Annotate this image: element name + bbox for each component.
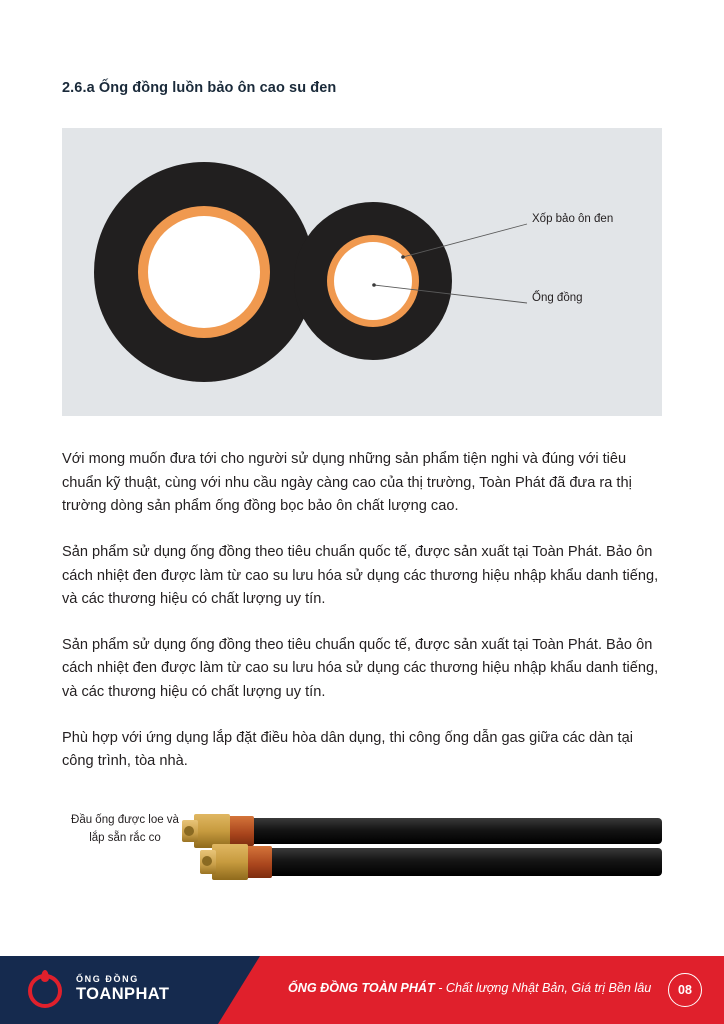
copper-layer-small bbox=[327, 235, 419, 327]
pipe-cross-section-large bbox=[94, 162, 314, 382]
brand-logo-icon bbox=[28, 970, 68, 1010]
figure-pipe-assembly bbox=[62, 800, 662, 920]
paragraph: Phù hợp với ứng dụng lắp đặt điều hòa dân dụng, thi công ống dẫn gas giữa các dàn tại công trình, tòa nhà. bbox=[62, 729, 633, 770]
paragraph: Sản phẩm sử dụng ống đồng theo tiêu chuẩn quốc tế, được sản xuất tại Toàn Phát. Bảo ôn cách nhiệt đen được làm từ cao su lưu hóa sử dụng các thương hiệu nhập khẩu danh tiếng, và các thương hiệu có chất lượng uy tín. bbox=[62, 636, 659, 701]
footer-tagline-rest: - Chất lượng Nhật Bản, Giá trị Bền lâu bbox=[434, 981, 652, 995]
flare-nut-hole-front bbox=[202, 856, 212, 866]
brand-line-2: TOANPHAT bbox=[76, 985, 170, 1003]
figure-cross-section bbox=[62, 128, 662, 416]
copper-layer-large bbox=[138, 206, 270, 338]
paragraph: Sản phẩm sử dụng ống đồng theo tiêu chuẩn quốc tế, được sản xuất tại Toàn Phát. Bảo ôn cách nhiệt đen được làm từ cao su lưu hóa sử dụng các thương hiệu nhập khẩu danh tiếng, và các thương hiệu có chất lượng uy tín. bbox=[62, 543, 659, 608]
pipe-back bbox=[242, 818, 662, 844]
page-footer bbox=[0, 956, 724, 1024]
page-title: 2.6.a Ống đồng luồn bảo ôn cao su đen bbox=[62, 80, 337, 96]
footer-tagline-brand: ỐNG ĐỒNG TOÀN PHÁT bbox=[288, 981, 435, 995]
pipe-cross-section-small bbox=[294, 202, 452, 360]
pipe-bore-small bbox=[334, 242, 412, 320]
brand-line-1: ỐNG ĐỒNG bbox=[76, 974, 139, 984]
flare-nut-hole-back bbox=[184, 826, 194, 836]
collar-back bbox=[228, 816, 254, 846]
collar-front bbox=[246, 846, 272, 878]
flare-nut-front bbox=[212, 844, 248, 880]
pipe-bore-large bbox=[148, 216, 260, 328]
page-number-badge: 08 bbox=[668, 973, 702, 1007]
callout-label-pipe: Ống đồng bbox=[532, 292, 583, 304]
figure-caption-flare-nut: Đầu ống được loe và lắp sẵn rắc co bbox=[71, 814, 179, 844]
pipe-front bbox=[260, 848, 662, 876]
footer-tagline bbox=[288, 981, 651, 995]
callout-label-foam: Xốp bảo ôn đen bbox=[532, 213, 614, 225]
body-text bbox=[62, 448, 662, 774]
paragraph: Với mong muốn đưa tới cho người sử dụng những sản phẩm tiện nghi và đúng với tiêu chuẩn kỹ thuật, cùng với nhu cầu ngày càng cao của thị trường, Toàn Phát đã đưa ra thị trường dòng sản phẩm ống đồng bọc bảo ôn chất lượng cao. bbox=[62, 451, 632, 515]
flare-nut-back bbox=[194, 814, 230, 848]
brand-wordmark bbox=[76, 974, 169, 1004]
